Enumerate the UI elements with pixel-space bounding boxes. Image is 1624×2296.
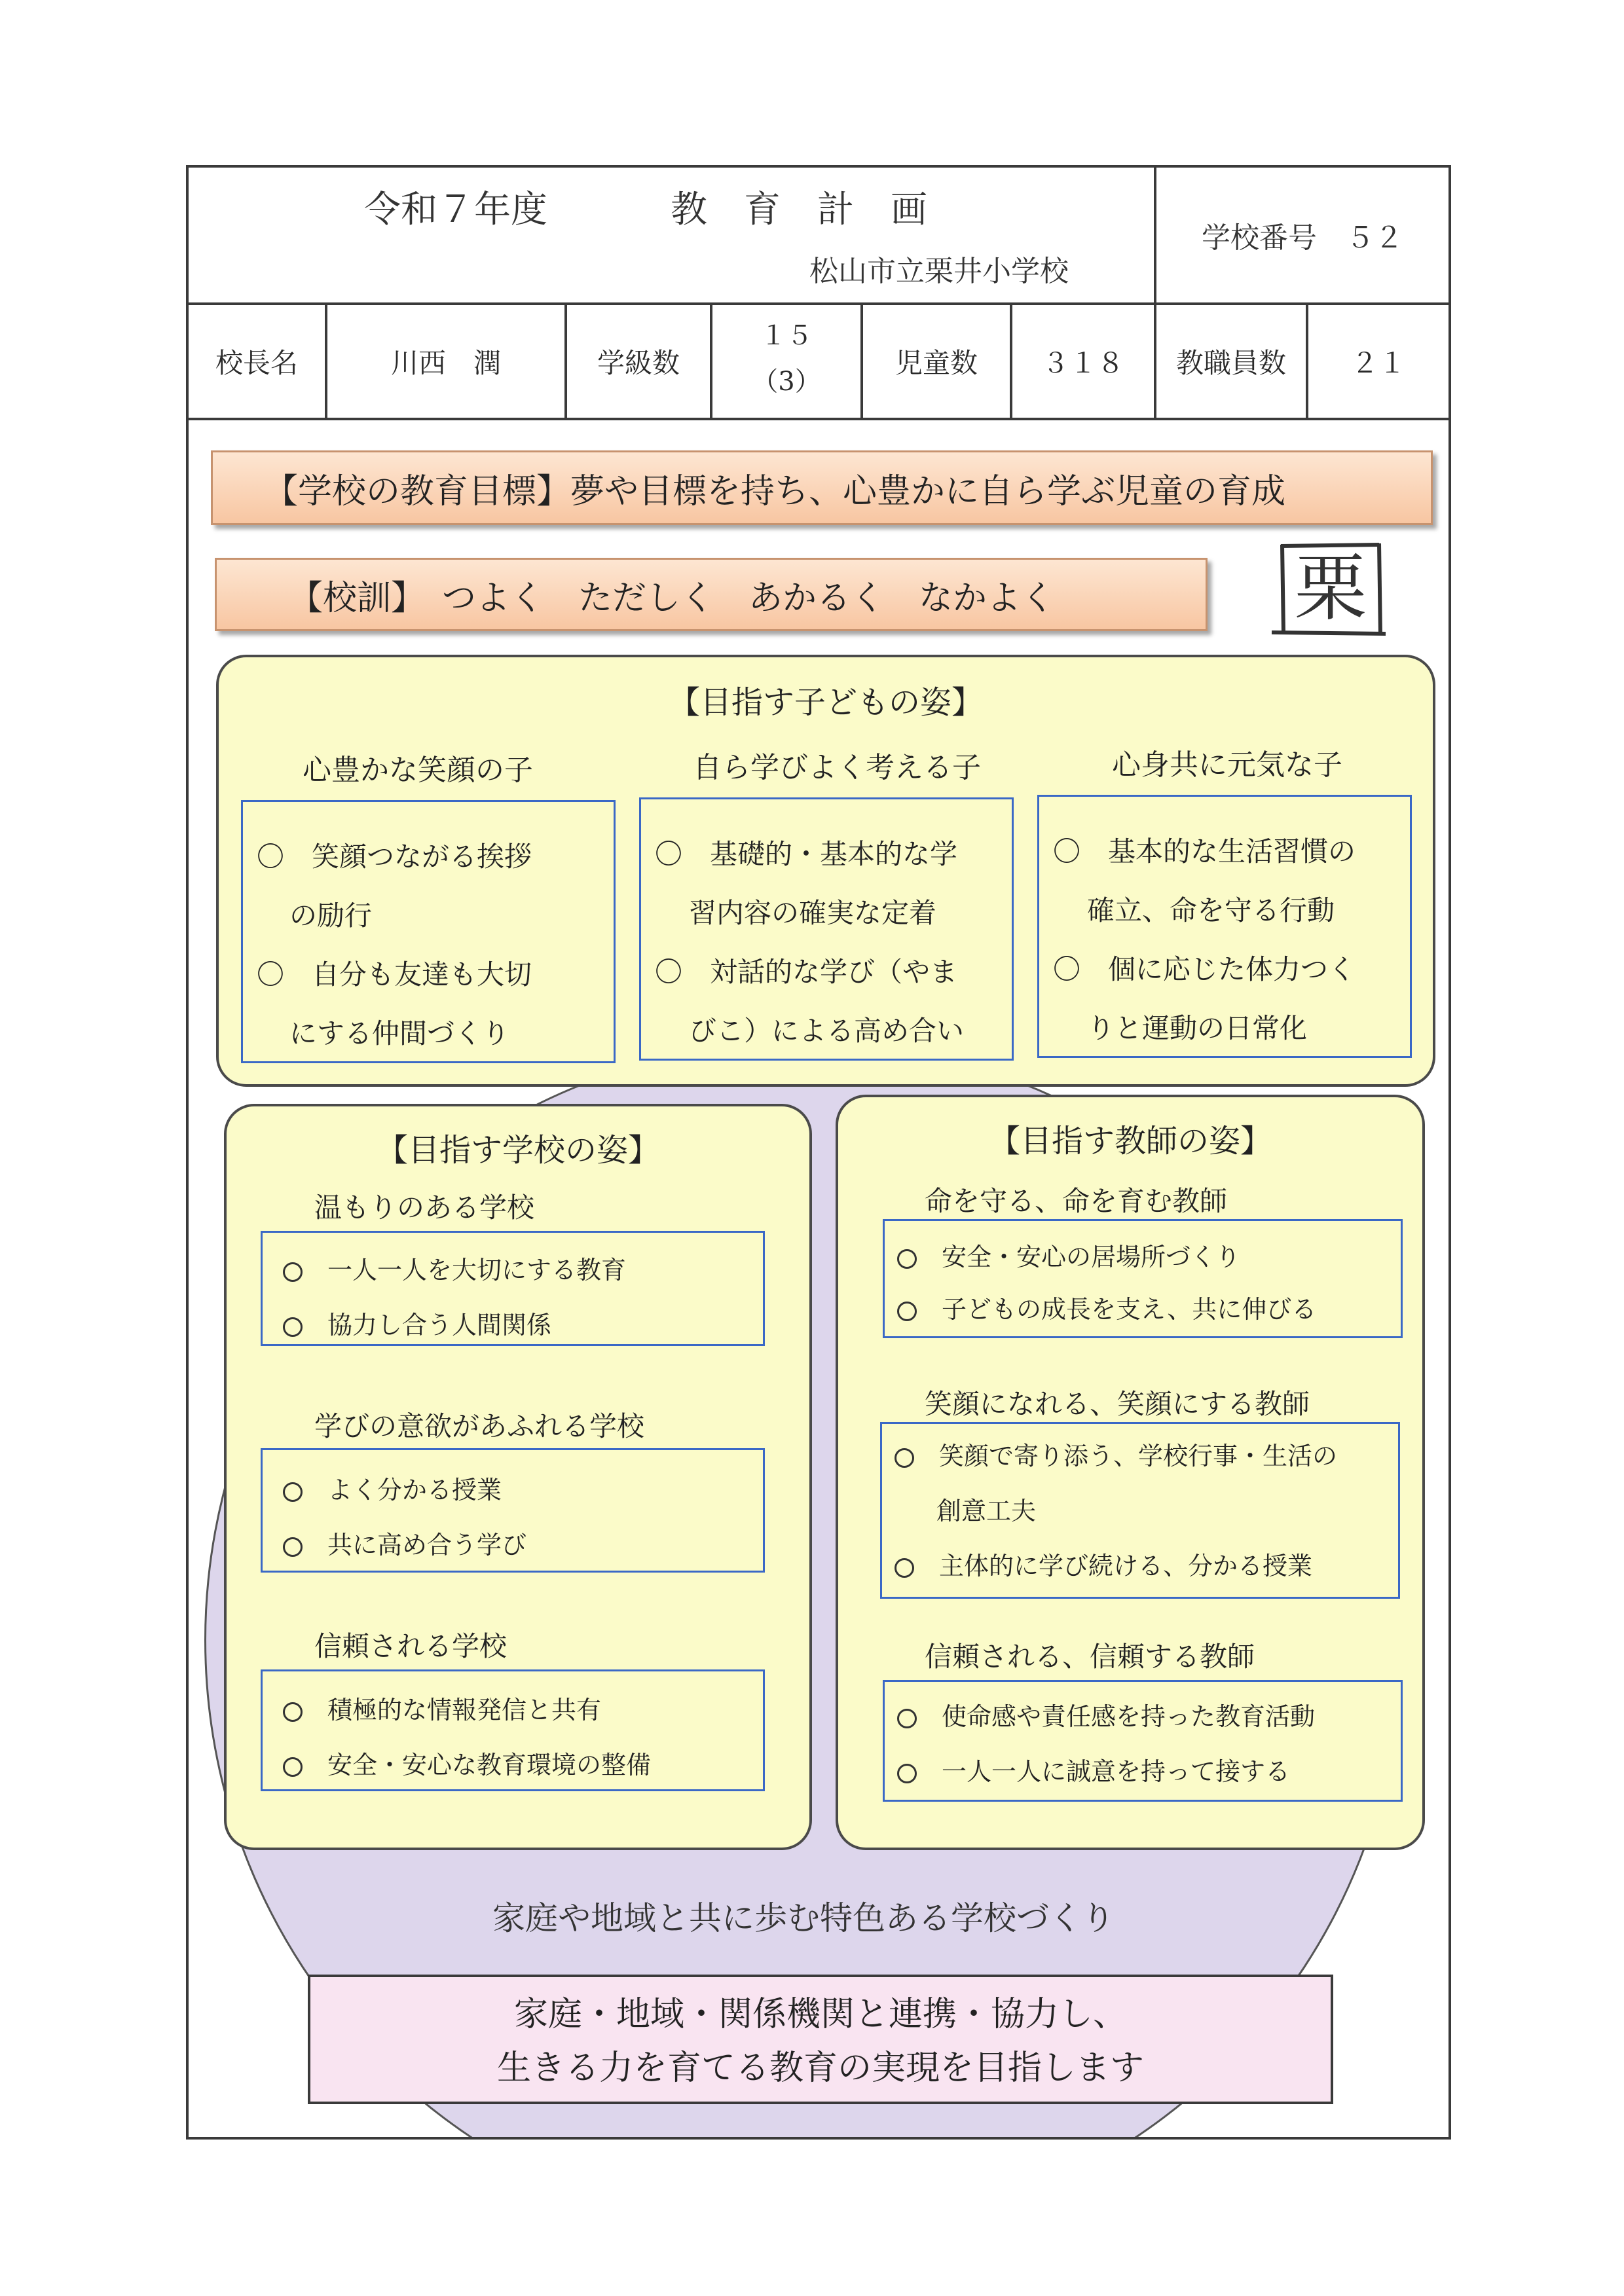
child-col-3-line-2: 確立、命を守る行動 [1087, 894, 1335, 926]
info-divider [186, 418, 1451, 420]
list-circle-icon [897, 1709, 917, 1728]
child-col-1-title: 心豊かな笑顔の子 [303, 754, 533, 787]
classes-label: 学級数 [597, 347, 680, 379]
school-panel-heading: 【目指す学校の姿】 [376, 1132, 659, 1169]
child-panel-heading: 【目指す子どもの姿】 [668, 684, 983, 721]
classes-cell [712, 313, 860, 405]
frame-bottom [186, 2137, 1451, 2140]
students-label: 児童数 [895, 347, 978, 379]
child-col-1-line-4: にする仲間づくり [289, 1017, 510, 1049]
list-circle-icon [895, 1558, 914, 1578]
school-group-1-title: 温もりのある学校 [314, 1192, 535, 1224]
list-circle-icon [897, 1302, 917, 1321]
child-col-2-line-2: 習内容の確実な定着 [689, 897, 937, 929]
teacher-group-3-item-1: 使命感や責任感を持った教育活動 [942, 1702, 1316, 1731]
child-col-3-line-1: 〇 基本的な生活習慣の [1053, 835, 1356, 867]
list-circle-icon [283, 1757, 303, 1777]
child-col-2-line-4: びこ）による高め合い [689, 1015, 965, 1047]
teacher-group-1-title: 命を守る、命を育む教師 [925, 1185, 1228, 1217]
students-value: ３１８ [1041, 347, 1124, 379]
teacher-group-3-items [897, 1689, 1315, 1799]
child-col-3-line-3: 〇 個に応じた体力つく [1053, 953, 1356, 985]
school-group-1-item-1: 一人一人を大切にする教育 [327, 1256, 627, 1285]
teacher-group-3-item-2: 一人一人に誠意を持って接する [942, 1757, 1291, 1786]
teacher-group-1-item-2: 子どもの成長を支え、共に伸びる [942, 1295, 1317, 1324]
staff-label: 教職員数 [1175, 347, 1286, 379]
school-group-2-title: 学びの意欲があふれる学校 [314, 1410, 645, 1442]
year-title: 令和７年度 [364, 189, 547, 231]
community-text: 家庭や地域と共に歩む特色ある学校づくり [492, 1899, 1115, 1937]
child-col-1-line-3: 〇 自分も友達も大切 [257, 958, 532, 991]
teacher-group-3-title: 信頼される、信頼する教師 [925, 1641, 1255, 1673]
school-group-3-item-1: 積極的な情報発信と共有 [327, 1696, 602, 1724]
principal-name: 川西 潤 [390, 347, 501, 379]
classes-value: １５ [760, 321, 813, 351]
school-group-2-item-2: 共に高め合う学び [327, 1531, 527, 1559]
teacher-group-2-item-1: 笑顔で寄り添う、学校行事・生活の [939, 1442, 1338, 1470]
teacher-group-1-item-1: 安全・安心の居場所づくり [942, 1243, 1241, 1271]
school-emblem [1270, 537, 1386, 646]
list-circle-icon [897, 1249, 917, 1269]
school-number: 学校番号 ５２ [1202, 221, 1403, 255]
education-goal-banner: 【学校の教育目標】夢や目標を持ち、心豊かに自ら学ぶ児童の育成 [211, 450, 1433, 525]
staff-value: ２１ [1350, 347, 1406, 379]
child-col-1-line-1: 〇 笑顔つながる挨拶 [257, 841, 532, 873]
list-circle-icon [283, 1702, 303, 1722]
partnership-line-1: 家庭・地域・関係機関と連携・協力し、 [513, 1995, 1127, 2034]
child-col-1-line-2: の励行 [289, 900, 373, 932]
list-circle-icon [283, 1262, 303, 1282]
school-group-2-items [283, 1463, 526, 1573]
child-col-3-line-4: りと運動の日常化 [1087, 1012, 1308, 1044]
child-col-3-title: 心身共に元気な子 [1112, 748, 1342, 782]
teacher-group-2-item-2: 主体的に学び続ける、分かる授業 [939, 1552, 1313, 1580]
child-col-2-line-1: 〇 基礎的・基本的な学 [655, 838, 958, 870]
page-margin [0, 2140, 1624, 2296]
teacher-panel-heading: 【目指す教師の姿】 [988, 1123, 1272, 1159]
teacher-group-2-item-1-cont: 創意工夫 [936, 1497, 1037, 1525]
child-col-1-text [257, 828, 532, 1063]
emblem-character: 栗 [1295, 547, 1367, 630]
school-motto-banner: 【校訓】 つよく ただしく あかるく なかよく [215, 558, 1208, 631]
school-name: 松山市立栗井小学校 [809, 255, 1069, 288]
principal-label: 校長名 [215, 347, 298, 379]
child-col-2-title: 自ら学びよく考える子 [693, 751, 981, 784]
teacher-group-2-title: 笑顔になれる、笑顔にする教師 [925, 1388, 1310, 1420]
list-circle-icon [895, 1448, 914, 1468]
plan-title: 教 育 計 画 [671, 189, 927, 231]
list-circle-icon [283, 1482, 303, 1502]
school-group-2-item-1: よく分かる授業 [327, 1476, 502, 1504]
school-group-3-items [283, 1683, 651, 1793]
classes-sub: （3） [752, 367, 821, 397]
school-group-3-title: 信頼される学校 [314, 1630, 507, 1662]
child-col-2-text [655, 825, 964, 1061]
list-circle-icon [283, 1537, 303, 1557]
list-circle-icon [897, 1764, 917, 1783]
partnership-box [308, 1975, 1333, 2104]
school-group-1-items [283, 1243, 626, 1353]
partnership-line-2: 生きる力を育てる教育の実現を目指します [496, 2049, 1144, 2088]
teacher-group-2-items [895, 1429, 1337, 1594]
school-group-3-item-2: 安全・安心な教育環境の整備 [327, 1751, 652, 1779]
child-col-2-line-3: 〇 対話的な学び（やま [655, 956, 958, 988]
list-circle-icon [283, 1317, 303, 1337]
child-col-3-text [1053, 822, 1356, 1058]
teacher-group-1-items [897, 1231, 1316, 1336]
school-group-1-item-2: 協力し合う人間関係 [327, 1311, 552, 1339]
